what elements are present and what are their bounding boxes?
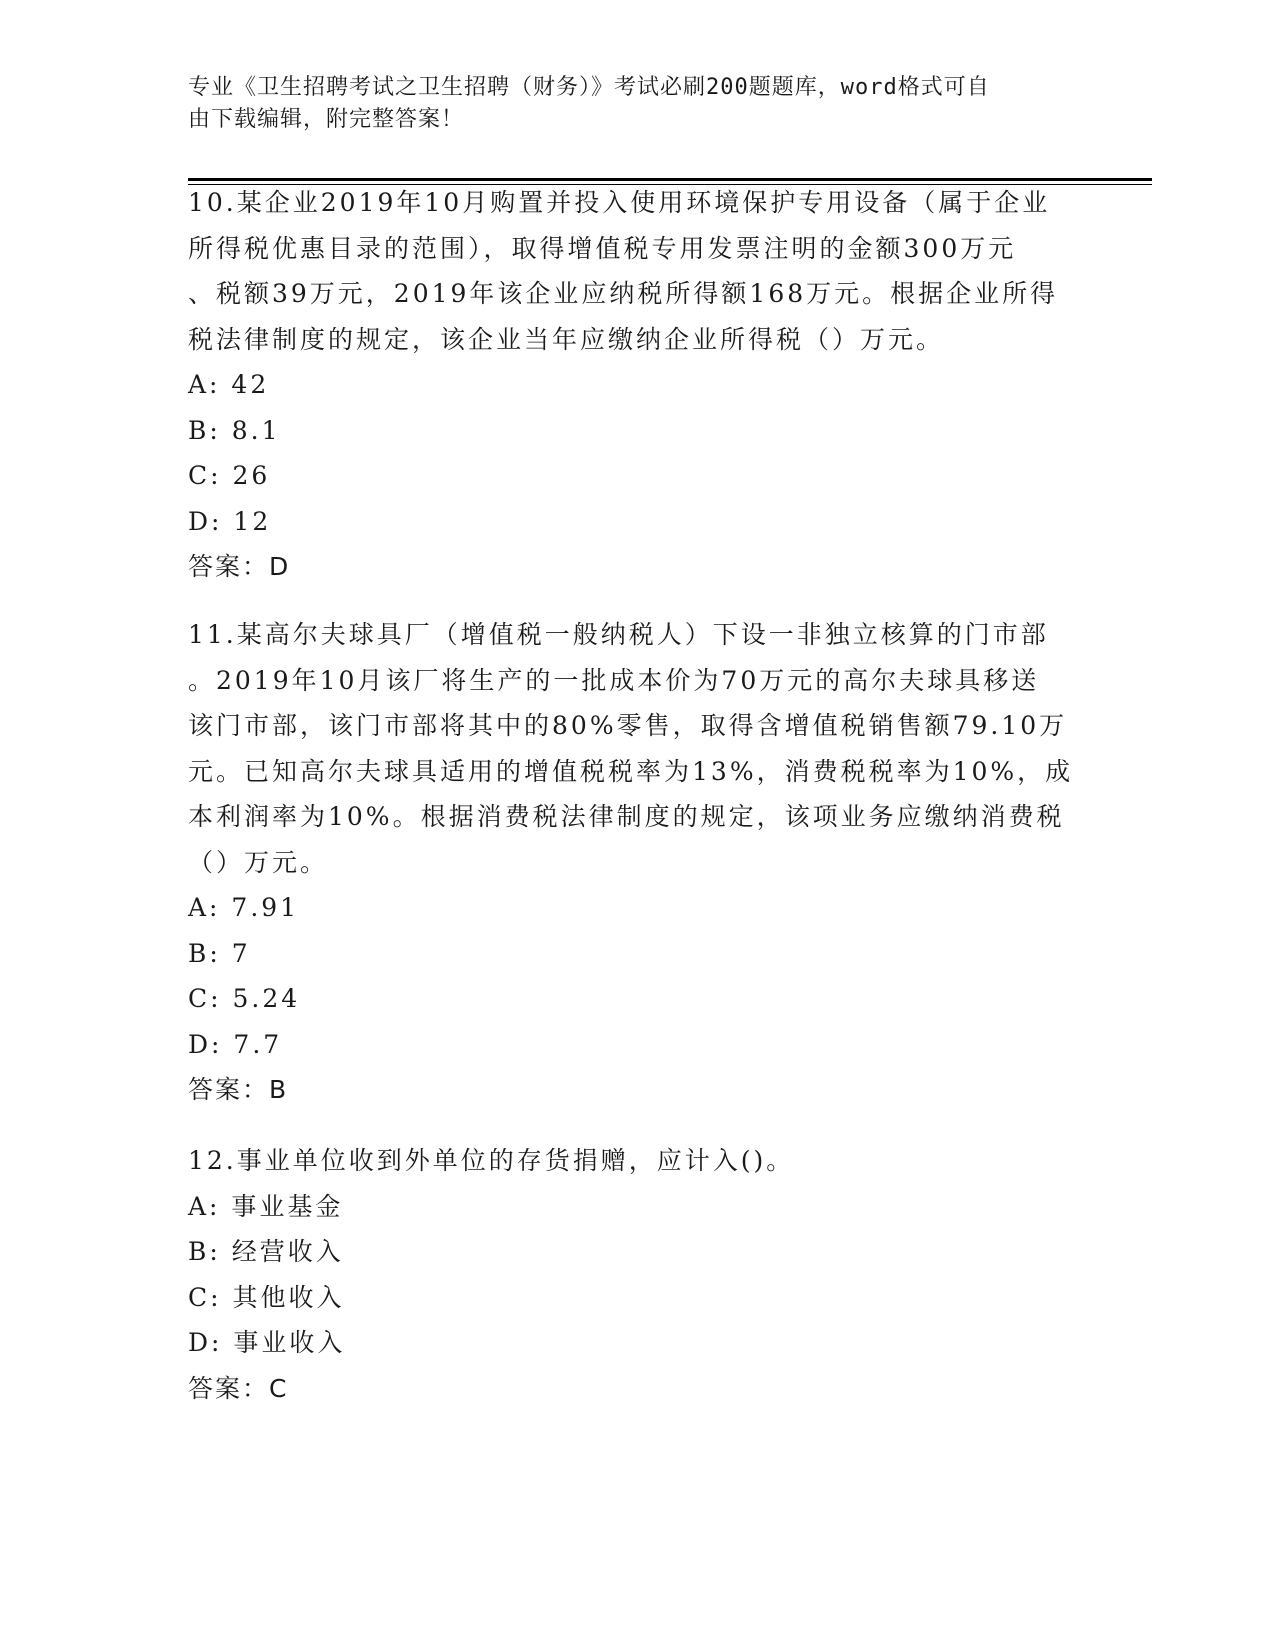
question-11-stem-line: 11.某高尔夫球具厂（增值税一般纳税人）下设一非独立核算的门市部 <box>188 620 1049 649</box>
question-11-option-a: A: 7.91 <box>188 893 300 922</box>
question-10 <box>188 180 1088 590</box>
question-12-option-b: B: 经营收入 <box>188 1237 344 1266</box>
question-10-stem-line: 税法律制度的规定，该企业当年应缴纳企业所得税（）万元。 <box>188 324 945 354</box>
question-11-stem-line: （）万元。 <box>188 847 329 877</box>
header-line-1: 专业《卫生招聘考试之卫生招聘（财务）》考试必刷200题题库，word格式可自 <box>188 75 990 100</box>
question-11-option-b: B: 7 <box>188 938 251 968</box>
question-11-option-d: D: 7.7 <box>188 1029 283 1059</box>
question-10-option-d: D: 12 <box>188 506 272 536</box>
question-11-stem-line: 该门市部，该门市部将其中的80%零售，取得含增值税销售额79.10万 <box>188 711 1068 740</box>
question-12-option-c: C: 其他收入 <box>188 1282 345 1312</box>
question-11-stem-line: 元。已知高尔夫球具适用的增值税税率为13%，消费税税率为10%，成 <box>188 756 1074 786</box>
question-10-stem-line: 、税额39万元，2019年该企业应纳税所得额168万元。根据企业所得 <box>188 279 1059 308</box>
question-10-option-b: B: 8.1 <box>188 415 281 445</box>
question-12-option-a: A: 事业基金 <box>188 1191 344 1221</box>
question-11-option-c: C: 5.24 <box>188 984 301 1013</box>
question-12-answer: 答案：C <box>188 1373 289 1403</box>
question-10-option-c: C: 26 <box>188 461 271 490</box>
document-header <box>188 72 1068 136</box>
question-11-answer: 答案：B <box>188 1075 289 1104</box>
question-11-stem-line: 本利润率为10%。根据消费税法律制度的规定，该项业务应缴纳消费税 <box>188 802 1065 831</box>
header-line-2: 由下载编辑，附完整答案！ <box>188 107 465 132</box>
question-10-option-a: A: 42 <box>188 370 270 399</box>
question-11 <box>188 612 1088 1113</box>
question-12-option-d: D: 事业收入 <box>188 1328 346 1357</box>
question-12-stem-line: 12.事业单位收到外单位的存货捐赠，应计入()。 <box>188 1146 795 1175</box>
question-10-answer: 答案：D <box>188 552 291 581</box>
question-10-stem-line: 10.某企业2019年10月购置并投入使用环境保护专用设备（属于企业 <box>188 188 1051 217</box>
question-10-stem-line: 所得税优惠目录的范围），取得增值税专用发票注明的金额300万元 <box>188 233 1017 263</box>
question-11-stem-line: 。2019年10月该厂将生产的一批成本价为70万元的高尔夫球具移送 <box>188 665 1040 695</box>
question-12 <box>188 1138 1088 1411</box>
